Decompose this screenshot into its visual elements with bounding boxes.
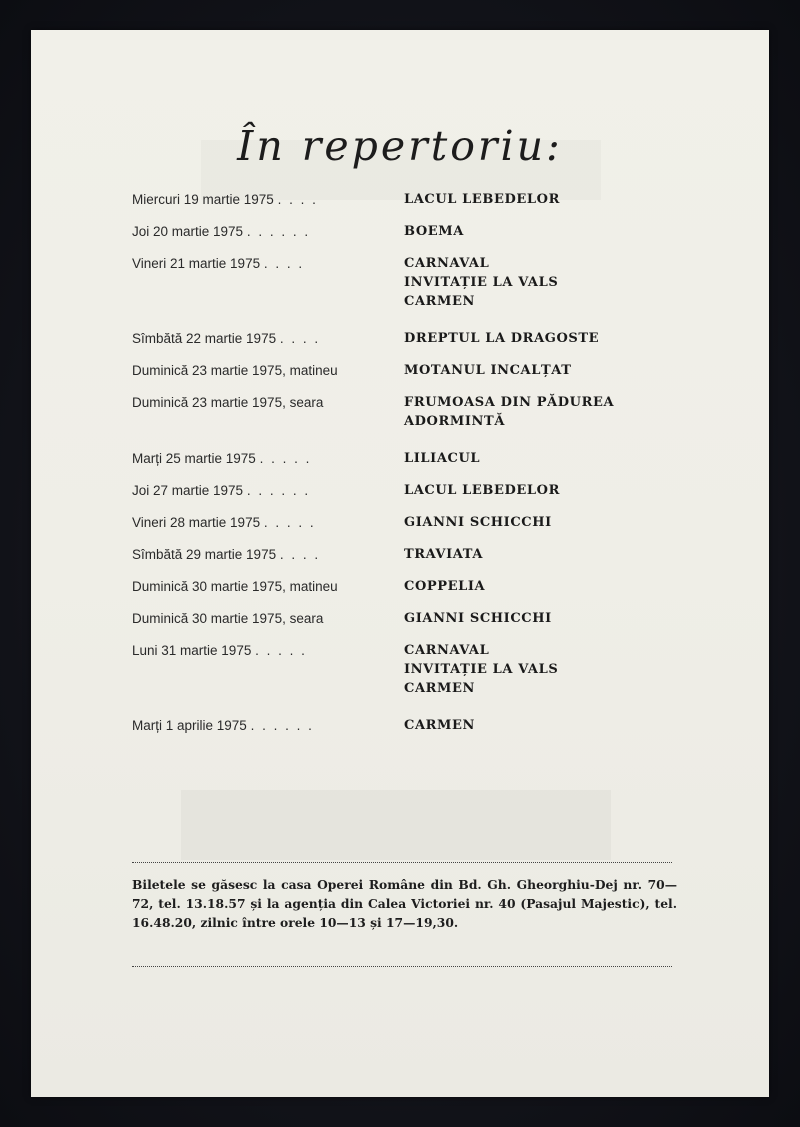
performance-title: CARNAVAL [404,256,490,271]
leader-dots: . . . . [277,192,318,207]
leader-dots: . . . . . . [250,718,314,733]
repertoire-row [132,481,692,500]
leader-dots: . . . . . [255,643,307,658]
performance-date-text: Duminică 23 martie 1975, seara [132,395,324,410]
repertoire-row [132,393,692,431]
performance-titles [404,641,692,698]
performance-title: CARMEN [404,681,476,696]
performance-date-text: Vineri 28 martie 1975 [132,515,261,530]
performance-date [132,329,404,348]
performance-date-text: Vineri 21 martie 1975 [132,256,261,271]
repertoire-row [132,329,692,348]
bleed-through-shadow [181,790,611,860]
performance-date [132,716,404,735]
page-title: În repertoriu: [237,122,563,170]
repertoire-row [132,641,692,698]
leader-dots: . . . . . [259,451,312,466]
repertoire-row [132,545,692,564]
performance-title: ADORMINTĂ [404,414,506,429]
performance-date [132,190,404,209]
repertoire-row [132,513,692,532]
performance-title: BOEMA [404,224,464,239]
leader-dots: . . . . . . [246,224,311,239]
leader-dots: . . . . . [263,515,316,530]
repertoire-row [132,222,692,241]
performance-title: DREPTUL LA DRAGOSTE [404,331,600,346]
performance-date-text: Marți 1 aprilie 1975 [132,718,247,733]
performance-date [132,222,404,241]
repertoire-row [132,449,692,468]
repertoire-list [132,190,692,748]
leader-dots: . . . . [263,256,305,271]
ticket-info-notice: Biletele se găsesc la casa Operei Române din Bd. Gh. Gheorghiu-Dej nr. 70—72, tel. 13.18.57 și la agenția din Calea Victoriei nr. 40 (Pasajul Majestic), tel. 16.48.20, zilnic între orele 10—13 și 17—19,30. [132,877,677,930]
performance-date [132,254,404,273]
performance-titles [404,609,692,628]
performance-titles [404,449,692,468]
leader-dots: . . . . [279,547,321,562]
performance-date [132,481,404,500]
performance-title: FRUMOASA DIN PĂDUREA [404,395,615,410]
program-page [31,30,769,1097]
performance-titles [404,254,692,311]
performance-date-text: Joi 20 martie 1975 [132,224,244,239]
performance-date-text: Duminică 23 martie 1975, matineu [132,363,338,378]
leader-dots: . . . . . . [246,483,311,498]
performance-date [132,577,404,596]
performance-titles [404,222,692,241]
performance-title: LACUL LEBEDELOR [404,192,560,207]
repertoire-row [132,577,692,596]
performance-title: TRAVIATA [404,547,484,562]
performance-date [132,545,404,564]
performance-date-text: Luni 31 martie 1975 [132,643,252,658]
performance-titles [404,481,692,500]
performance-date [132,609,404,628]
performance-title: CARNAVAL [404,643,490,658]
performance-date-text: Duminică 30 martie 1975, seara [132,611,324,626]
repertoire-row [132,190,692,209]
performance-title: CARMEN [404,718,476,733]
repertoire-row [132,609,692,628]
performance-titles [404,361,692,380]
repertoire-row [132,361,692,380]
performance-titles [404,393,692,431]
performance-title: GIANNI SCHICCHI [404,611,552,626]
performance-titles [404,716,692,735]
performance-title: INVITAȚIE LA VALS [404,662,559,677]
performance-date [132,361,404,380]
performance-titles [404,577,692,596]
performance-titles [404,513,692,532]
dotted-divider-bottom [132,966,672,967]
performance-date-text: Miercuri 19 martie 1975 [132,192,274,207]
performance-title: LILIACUL [404,451,481,466]
performance-titles [404,190,692,209]
performance-date-text: Duminică 30 martie 1975, matineu [132,579,338,594]
performance-title: MOTANUL INCALȚAT [404,363,572,378]
performance-title: COPPELIA [404,579,486,594]
performance-titles [404,545,692,564]
performance-title: LACUL LEBEDELOR [404,483,560,498]
performance-date-text: Joi 27 martie 1975 [132,483,244,498]
performance-title: CARMEN [404,294,476,309]
leader-dots: . . . . [279,331,321,346]
performance-date-text: Marți 25 martie 1975 [132,451,256,466]
performance-titles [404,329,692,348]
performance-date-text: Sîmbătă 29 martie 1975 [132,547,277,562]
performance-date-text: Sîmbătă 22 martie 1975 [132,331,277,346]
performance-date [132,393,404,412]
performance-title: GIANNI SCHICCHI [404,515,552,530]
performance-title: INVITAȚIE LA VALS [404,275,559,290]
dotted-divider-top [132,862,672,863]
repertoire-row [132,716,692,735]
repertoire-row [132,254,692,311]
performance-date [132,449,404,468]
performance-date [132,641,404,660]
performance-date [132,513,404,532]
